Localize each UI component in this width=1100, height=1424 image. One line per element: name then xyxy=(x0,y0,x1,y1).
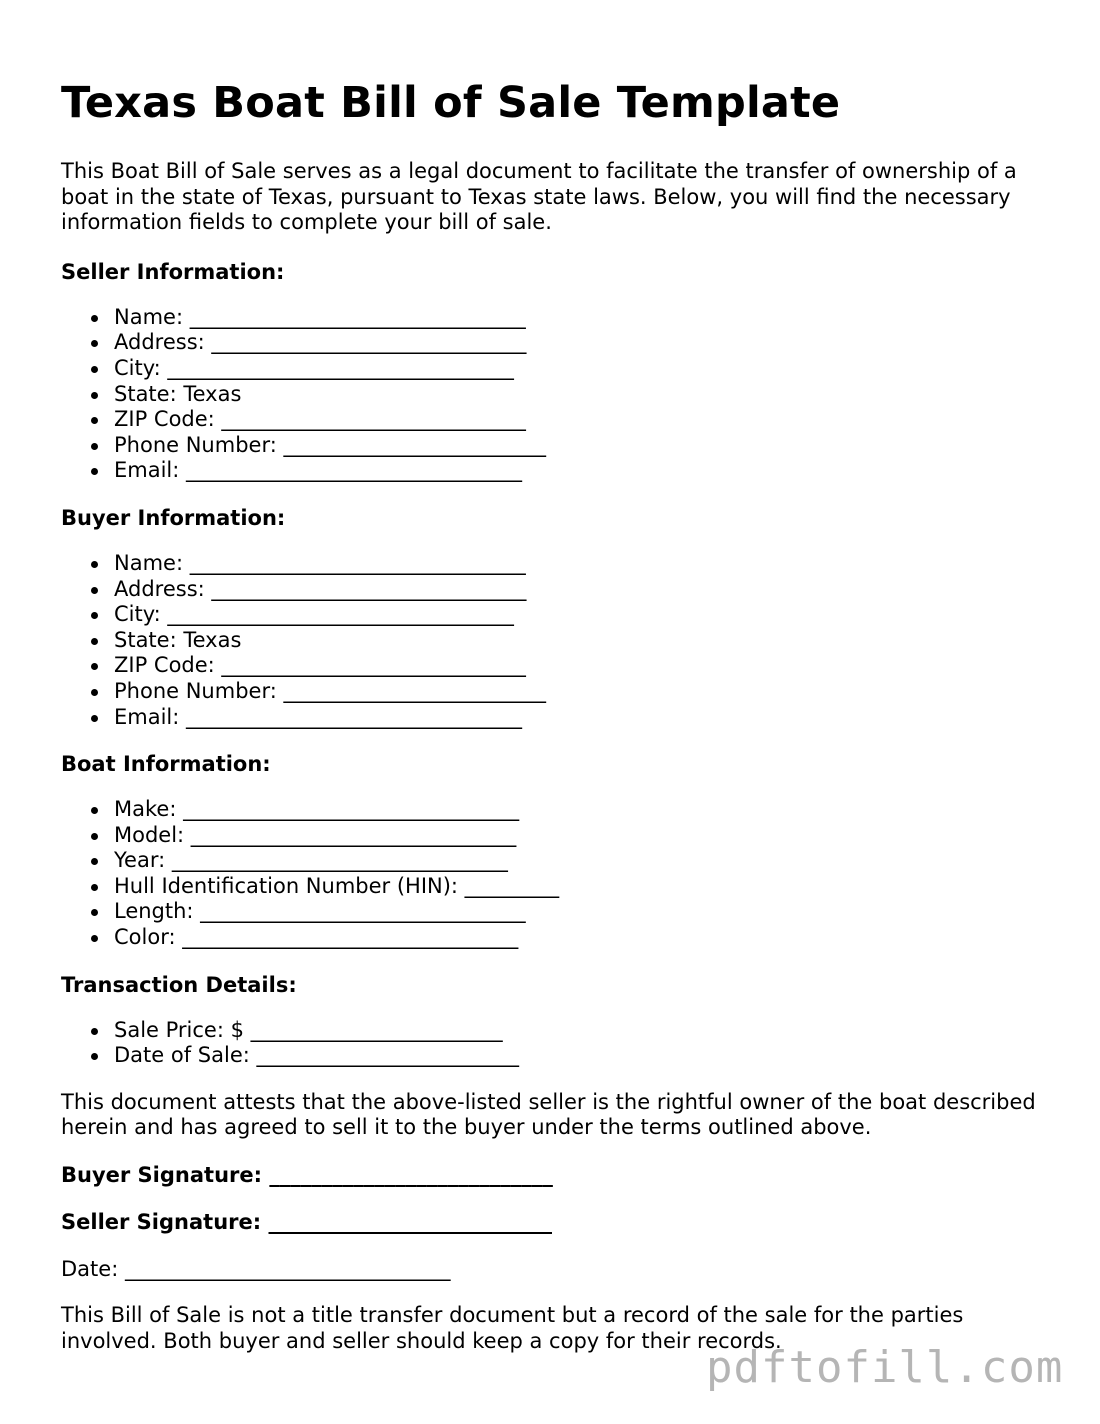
seller-zip-field[interactable]: ZIP Code: _____________________________ xyxy=(61,407,1051,433)
boat-make-field[interactable]: Make: ________________________________ xyxy=(61,797,1051,823)
buyer-zip-field[interactable]: ZIP Code: _____________________________ xyxy=(61,653,1051,679)
seller-city-field[interactable]: City: _________________________________ xyxy=(61,356,1051,382)
seller-signature-label: Seller Signature: xyxy=(61,1210,269,1235)
intro-paragraph: This Boat Bill of Sale serves as a legal document to facilitate the transfer of ownership of a boat in the state of Texas, pursuant to Texas state laws. Below, you will find the necessary information fields to complete your bill of sale. xyxy=(61,159,1017,235)
boat-year-field[interactable]: Year: ________________________________ xyxy=(61,848,1051,874)
buyer-name-field[interactable]: Name: ________________________________ xyxy=(61,551,1051,577)
seller-phone-field[interactable]: Phone Number: _________________________ xyxy=(61,433,1051,459)
seller-signature-blank[interactable]: ___________________________ xyxy=(268,1210,552,1235)
boat-model-field[interactable]: Model: _______________________________ xyxy=(61,823,1051,849)
boat-color-field[interactable]: Color: ________________________________ xyxy=(61,925,1051,951)
attestation-paragraph: This document attests that the above-listed seller is the rightful owner of the boat described herein and has agreed to sell it to the buyer under the terms outlined above. xyxy=(61,1089,1036,1140)
seller-heading: Seller Information: xyxy=(61,259,285,284)
buyer-state-field: State: Texas xyxy=(61,628,1051,654)
transaction-heading: Transaction Details: xyxy=(61,972,297,997)
seller-field-list xyxy=(61,305,1051,484)
transaction-field-list xyxy=(61,1018,1051,1069)
buyer-phone-field[interactable]: Phone Number: _________________________ xyxy=(61,679,1051,705)
document-page xyxy=(61,74,1051,1354)
boat-length-field[interactable]: Length: _______________________________ xyxy=(61,899,1051,925)
seller-signature-line[interactable] xyxy=(61,1209,1051,1235)
sale-price-field[interactable]: Sale Price: $ ________________________ xyxy=(61,1018,1051,1044)
seller-address-field[interactable]: Address: ______________________________ xyxy=(61,330,1051,356)
buyer-heading: Buyer Information: xyxy=(61,505,286,530)
watermark-logo: pdftofill.com xyxy=(706,1342,1064,1393)
buyer-field-list xyxy=(61,551,1051,730)
buyer-city-field[interactable]: City: _________________________________ xyxy=(61,602,1051,628)
seller-name-field[interactable]: Name: ________________________________ xyxy=(61,305,1051,331)
date-of-sale-field[interactable]: Date of Sale: _________________________ xyxy=(61,1043,1051,1069)
buyer-signature-label: Buyer Signature: xyxy=(61,1163,270,1188)
buyer-email-field[interactable]: Email: ________________________________ xyxy=(61,705,1051,731)
boat-field-list xyxy=(61,797,1051,951)
buyer-signature-line[interactable] xyxy=(61,1162,1051,1188)
boat-heading: Boat Information: xyxy=(61,752,271,777)
seller-email-field[interactable]: Email: ________________________________ xyxy=(61,458,1051,484)
footer-note: This Bill of Sale is not a title transfer document but a record of the sale for the parties involved. Both buyer and seller should keep a copy for their records. xyxy=(61,1303,964,1353)
page-title: Texas Boat Bill of Sale Template xyxy=(61,78,841,128)
buyer-address-field[interactable]: Address: ______________________________ xyxy=(61,577,1051,603)
date-line[interactable]: Date: _______________________________ xyxy=(61,1257,451,1282)
boat-hin-field[interactable]: Hull Identification Number (HIN): _________ xyxy=(61,874,1051,900)
seller-state-field: State: Texas xyxy=(61,382,1051,408)
buyer-signature-blank[interactable]: ___________________________ xyxy=(269,1163,553,1188)
